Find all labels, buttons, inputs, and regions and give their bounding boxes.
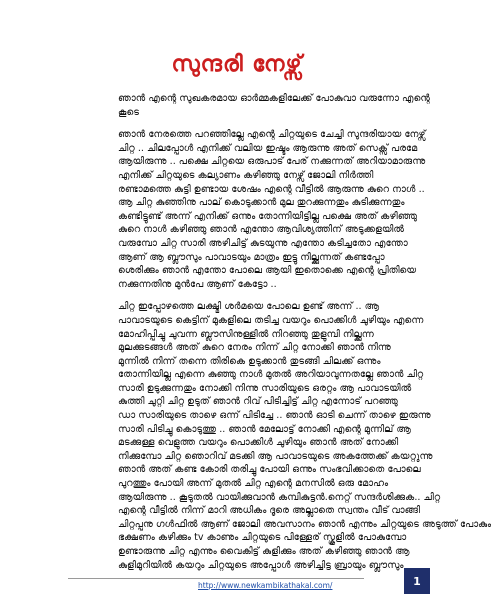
text-line: കണ്ടിട്ടുണ്ട് അന്ന് എനിക്ക് ഒന്നും തോന്നിയിട്ടില്ല പക്ഷെ അത് കഴിഞ്ഞു [118, 210, 418, 222]
page-number-badge: 1 [404, 568, 430, 594]
text-line: മോഹിപ്പിച്ചു ചുവന്ന ബ്ലൗസിനുള്ളിൽ നിറഞ്ഞു തുളുമ്പി നില്ക്കുന്ന [118, 328, 374, 340]
text-line: ഞാൻ അത് കണ്ട കോരി തരിച്ചു പോയി ഒന്നും സംഭവിക്കാതെ പോലെ [118, 464, 421, 476]
text-line: തോന്നിയില്ല എന്നെ കുഞ്ഞു നാൾ മുതൽ അറിയാവുന്നതല്ലേ ഞാൻ ചിറ്റ [118, 369, 424, 381]
text-line: മുലക്കുടങ്ങൾ അത് കുറെ നേരം നിന്ന് ചിറ്റ നോക്കി ഞാൻ നിന്നു [118, 342, 391, 354]
paragraph-3 [118, 300, 491, 572]
text-line: ചിറ്റ ഇപ്പോഴത്തെ ലക്ഷ്മി ശർമയെ പോലെ ഉണ്ട് അന്ന് .. ആ [118, 301, 380, 313]
text-line: രണ്ടാമത്തെ കുട്ടി ഉണ്ടായ ശേഷം എന്റെ വീട്ടിൽ ആരുന്നു കുറെ നാൾ .. [118, 183, 425, 195]
text-line: ഡാ സാരിയുടെ താഴെ ഒന്ന് പിടിച്ചേ .. ഞാൻ ഓടി ചെന്ന് താഴെ ഇരുന്നു [118, 410, 431, 422]
text-line: എന്റെ വീട്ടിൽ നിന്ന് മാറി അധികം ദൂരെ അല്ലാതെ സ്വന്തം വീട് വാങ്ങി [118, 505, 421, 517]
page-title: സുന്ദരി നേഴ്സ് [171, 52, 303, 77]
text-line: ചിറ്റപ്പനു ഗൾഫിൽ ആണ് ജോലി അവസാനം ഞാൻ എന്നും ചിറ്റയുടെ അടുത്ത് പോകും [118, 518, 491, 530]
paragraph-2 [118, 128, 426, 291]
text-line: മുന്നിൽ നിന്ന് തന്നെ തിരികെ ഉടുക്കാൻ തുടങ്ങി ചിലക്ക് ഒന്നും [118, 355, 381, 367]
text-line: ആയിരുന്നു .. കൂടുതൽ വായിക്കുവാൻ കമ്പികുട്ടൻ.നെറ്റ് സന്ദർശിക്കുക.. ചിറ്റ [118, 491, 441, 503]
text-line: കുളിമുറിയിൽ കയറും ചിറ്റയുടെ അപ്പോൾ അഴിച്ചിട്ട ബ്രായും ബ്ലൗസും [118, 559, 404, 571]
footer-link[interactable]: http://www.newkambikathakal.com/ [198, 581, 333, 590]
text-line: കൂടെ [118, 106, 139, 118]
footer-divider [68, 578, 364, 579]
text-line: ഉണ്ടാരുന്നു ചിറ്റ എന്നും വൈകിട്ട് കുളിക്കും അത് കഴിഞ്ഞു ഞാൻ ആ [118, 546, 410, 557]
text-line: ശെരിക്കും ഞാൻ എന്തോ പോലെ ആയി ഇതൊക്കെ എന്റെ പ്രിതിയെ [118, 265, 417, 277]
text-line: എനിക്ക് ചിറ്റയുടെ കല്യാണം കഴിഞ്ഞു നേഴ്സ് ജോലി നിർത്തി [118, 169, 374, 181]
text-line: ആയിരുന്നു .. പക്ഷെ ചിറ്റയെ ഒരുപാട് പേര് നക്കുന്നത് അറിയാമാരുന്നു [118, 156, 426, 168]
text-line: ആ ചിറ്റ കുഞ്ഞിനു പാല് കൊടുക്കാൻ മുല തുറക്കുന്നതും കുടിക്കുന്നതും [118, 197, 405, 209]
text-line: ഭക്ഷണം കഴിക്കും tv കാണും ചിറ്റയുടെ പിള്ളേര് സ്കൂളിൽ പോകുമ്പോ [118, 532, 407, 544]
text-line: പുറത്തും പോയി അന്ന് മുതൽ ചിറ്റ എന്റെ മനസിൽ ഒരു മോഹം [118, 478, 389, 490]
text-line: മടക്കുള്ള വെളുത്ത വയറും പൊക്കിൾ ചുഴിയും ഞാൻ അത് നോക്കി [118, 437, 399, 449]
text-line: കുറെ നാൾ കഴിഞ്ഞു ഞാൻ എന്തോ ആവിശ്യത്തിന് അടുക്കളയിൽ [118, 224, 405, 236]
text-line: കുത്തി ചുറ്റി ചിറ്റ ഉടുത് ഞാൻ റിവ് പിടിച്ചിട്ട് ചിറ്റ എന്നോട് പറഞ്ഞു [118, 396, 398, 408]
text-line: സാരി ഉടുക്കുന്നതും നോക്കി നിന്നു സാരിയുടെ ഒരറ്റം ആ പാവാടയിൽ [118, 382, 412, 394]
text-line: ചിറ്റ .. ചിലപ്പോൾ എനിക്ക് വലിയ ഇഷ്ടം ആരുന്നു അത് സെക്സ് പരമേ [118, 142, 418, 154]
text-line: ഞാൻ എന്റെ സുഖകരമായ ഓർമ്മകളിലേക്ക് പോകുവാ വരുന്നോ എന്റെ [118, 93, 430, 104]
text-line: സാരി പിടിച്ചു കൊടുത്തു .. ഞാൻ മേലോട്ട് നോക്കി എന്റെ മുന്നില് ആ [118, 423, 411, 435]
text-line: ഞാൻ നേരത്തെ പറഞ്ഞില്ലേ എന്റെ ചിറ്റയുടെ ചേച്ചി സുന്ദരിയായ നേഴ്സ് [118, 129, 426, 141]
text-line: നിക്കുമ്പോ ചിറ്റ ഞൊറിവ് മടക്കി ആ പാവാടയുടെ അകത്തേക്ക് കയറ്റുന്നു [118, 450, 433, 462]
text-line: വരുമ്പോ ചിറ്റ സാരി അഴിചിട്ട് കുടയുന്നു എന്തോ കടിച്ചതോ എന്തോ [118, 237, 408, 249]
paragraph-1 [118, 92, 430, 119]
text-line: നക്കുന്നതിനു മുൻപേ ആണ് കേട്ടോ .. [118, 278, 277, 290]
text-line: ആണ് ആ ബ്ലൗസും പാവാടയും മാത്രം ഇട്ടു നില്ക്കുന്നത് കണ്ടപ്പോ [118, 251, 385, 263]
story-body [118, 92, 491, 581]
text-line: പാവാടയുടെ കെട്ടിന് മുകളിലെ തടിച്ച വയറും പൊക്കിൾ ചുഴിയും എന്നെ [118, 314, 424, 326]
